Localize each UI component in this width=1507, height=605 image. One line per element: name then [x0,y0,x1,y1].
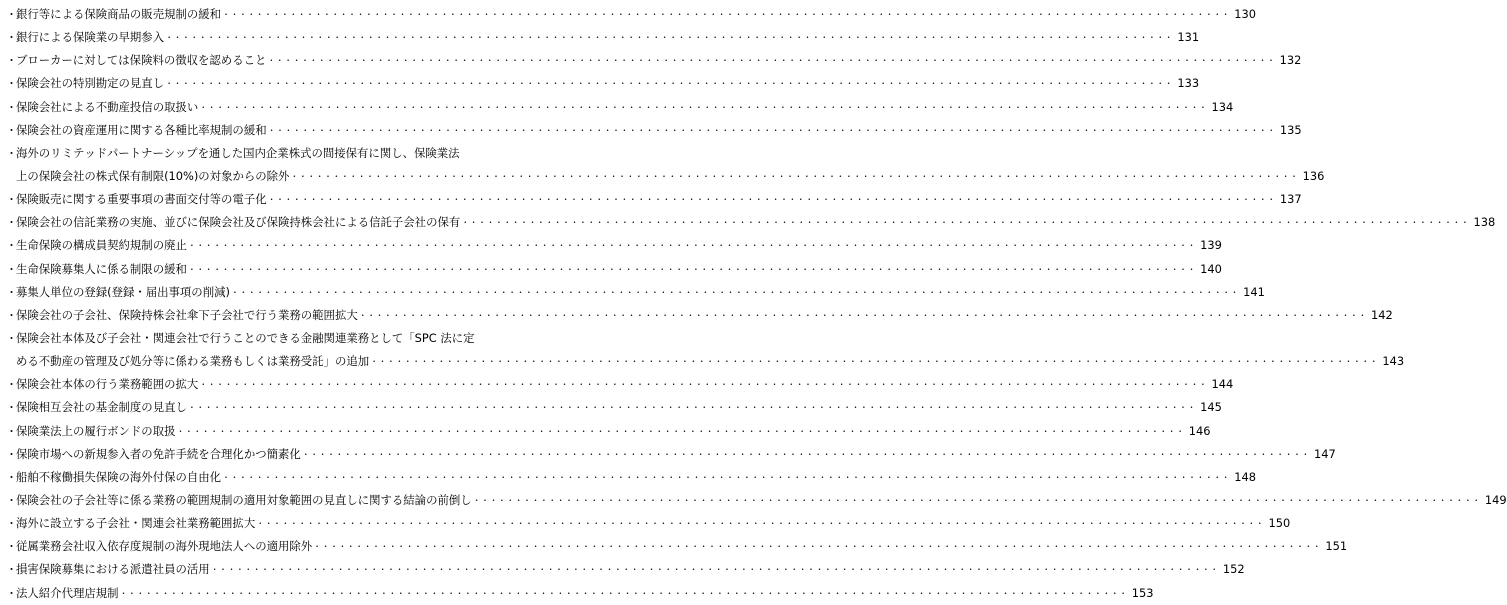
dot-leader: ・・・・・・・・・・・・・・・・・・・・・・・・・・・・・・・・・・・・・・・・・・・・・・・・・・・・・・・・・・・・・・・・・・・・・・・・・・・・・・・・・・・・・・・・・・・・・・・・・・・・・・・・・・・・・・・・・・・・・・・・ [119,588,1128,598]
dot-leader: ・・・・・・・・・・・・・・・・・・・・・・・・・・・・・・・・・・・・・・・・・・・・・・・・・・・・・・・・・・・・・・・・・・・・・・・・・・・・・・・・・・・・・・・・・・・・・・・・・・・・・・・・・・・・・・・・・・・・・・・・ [199,380,1208,390]
dot-leader: ・・・・・・・・・・・・・・・・・・・・・・・・・・・・・・・・・・・・・・・・・・・・・・・・・・・・・・・・・・・・・・・・・・・・・・・・・・・・・・・・・・・・・・・・・・・・・・・・・・・・・・・・・・・・・・・・・・・・・・・・ [313,542,1322,552]
toc-entry-line [0,3,1257,26]
page-number: 147 [1314,446,1336,461]
toc-entry-line [0,466,1257,489]
page-number: 133 [1177,76,1200,91]
toc-entry[interactable] [0,420,1211,443]
page-number: 136 [1302,168,1325,183]
bullet-icon: ・ [6,77,17,91]
toc-entry[interactable] [0,558,1245,581]
page-number: 149 [1484,492,1507,507]
toc-entry-line [0,420,1211,443]
bullet-icon: ・ [6,216,17,230]
dot-leader: ・・・・・・・・・・・・・・・・・・・・・・・・・・・・・・・・・・・・・・・・・・・・・・・・・・・・・・・・・・・・・・・・・・・・・・・・・・・・・・・・・・・・・・・・・・・・・・・・・・・・・・・・・・・・・・・・・・・・・・・・ [301,449,1310,459]
toc-entry[interactable] [0,466,1257,489]
toc-entry-title: 保険会社の子会社等に係る業務の範囲規制の適用対象範囲の見直しに関する結論の前倒し [16,492,472,507]
toc-entry[interactable] [0,582,1154,605]
dot-leader: ・・・・・・・・・・・・・・・・・・・・・・・・・・・・・・・・・・・・・・・・・・・・・・・・・・・・・・・・・・・・・・・・・・・・・・・・・・・・・・・・・・・・・・・・・・・・・・・・・・・・・・・・・・・・・・・・・・・・・・・・ [222,10,1231,19]
dot-leader: ・・・・・・・・・・・・・・・・・・・・・・・・・・・・・・・・・・・・・・・・・・・・・・・・・・・・・・・・・・・・・・・・・・・・・・・・・・・・・・・・・・・・・・・・・・・・・・・・・・・・・・・・・・・・・・・・・・・・・・・・ [176,426,1185,436]
toc-entry-title: 生命保険の構成員契約規制の廃止 [16,238,187,253]
page-number: 143 [1382,354,1405,369]
toc-entry-title: 保険販売に関する重要事項の書面交付等の電子化 [16,192,267,207]
toc-entry[interactable] [0,234,1222,257]
toc-entry-line [0,304,1393,327]
toc-entry-title: 保険会社による不動産投信の取扱い [16,99,199,114]
page-number: 141 [1243,284,1265,299]
toc-entry-line [0,558,1245,581]
bullet-icon: ・ [6,239,17,253]
page-number: 146 [1188,423,1211,438]
page-number: 130 [1234,7,1257,21]
bullet-icon: ・ [6,424,17,438]
page-number: 131 [1177,30,1200,45]
bullet-icon: ・ [6,262,17,276]
page-number: 138 [1473,215,1496,230]
bullet-icon: ・ [6,331,17,345]
page-number: 135 [1279,122,1302,137]
dot-leader: ・・・・・・・・・・・・・・・・・・・・・・・・・・・・・・・・・・・・・・・・・・・・・・・・・・・・・・・・・・・・・・・・・・・・・・・・・・・・・・・・・・・・・・・・・・・・・・・・・・・・・・・・・・・・・・・・・・・・・・・・ [256,519,1265,529]
toc-entry[interactable] [0,188,1302,211]
bullet-icon: ・ [6,8,17,21]
toc-entry-title: 保険会社の特別勘定の見直し [16,76,165,91]
page-number: 153 [1131,585,1154,600]
toc-entry-line [0,258,1222,281]
toc-entry-line [0,234,1222,257]
page-number: 132 [1279,53,1302,68]
bullet-icon: ・ [6,447,17,461]
bullet-icon: ・ [6,31,17,45]
page-number: 142 [1370,307,1393,322]
bullet-icon: ・ [6,493,17,507]
toc-entry-line [0,535,1348,558]
page-number: 134 [1211,99,1234,114]
page-number: 152 [1222,562,1245,577]
page-number: 151 [1325,539,1348,554]
toc-entry[interactable] [0,281,1265,304]
bullet-icon: ・ [6,517,17,531]
bullet-icon: ・ [6,540,17,554]
page-number: 148 [1234,469,1257,484]
dot-leader: ・・・・・・・・・・・・・・・・・・・・・・・・・・・・・・・・・・・・・・・・・・・・・・・・・・・・・・・・・・・・・・・・・・・・・・・・・・・・・・・・・・・・・・・・・・・・・・・・・・・・・・・・・・・・・・・・・・・・・・・・ [222,472,1231,482]
dot-leader: ・・・・・・・・・・・・・・・・・・・・・・・・・・・・・・・・・・・・・・・・・・・・・・・・・・・・・・・・・・・・・・・・・・・・・・・・・・・・・・・・・・・・・・・・・・・・・・・・・・・・・・・・・・・・・・・・・・・・・・・・ [370,357,1379,367]
toc-entry-title: 従属業務会社収入依存度規制の海外現地法人への適用除外 [16,539,313,554]
toc-entry-line [0,327,610,350]
toc-entry[interactable] [0,373,1234,396]
toc-entry-title: める不動産の管理及び処分等に係わる業務もしくは業務受託」の追加 [16,354,370,369]
dot-leader: ・・・・・・・・・・・・・・・・・・・・・・・・・・・・・・・・・・・・・・・・・・・・・・・・・・・・・・・・・・・・・・・・・・・・・・・・・・・・・・・・・・・・・・・・・・・・・・・・・・・・・・・・・・・・・・・・・・・・・・・・ [187,403,1196,413]
toc-entry-title: 海外のリミテッドパートナーシップを通した国内企業株式の間接保有に関し、保険業法 [16,145,460,160]
toc-entry-title: 保険会社の資産運用に関する各種比率規制の緩和 [16,122,267,137]
bullet-icon: ・ [6,285,17,299]
dot-leader: ・・・・・・・・・・・・・・・・・・・・・・・・・・・・・・・・・・・・・・・・・・・・・・・・・・・・・・・・・・・・・・・・・・・・・・・・・・・・・・・・・・・・・・・・・・・・・・・・・・・・・・・・・・・・・・・・・・・・・・・・ [267,125,1276,135]
toc-entry[interactable] [0,327,1405,373]
toc-entry-title: 保険市場への新規参入者の免許手続を合理化かつ簡素化 [16,446,301,461]
page-number: 144 [1211,377,1234,392]
toc-entry[interactable] [0,304,1393,327]
dot-leader: ・・・・・・・・・・・・・・・・・・・・・・・・・・・・・・・・・・・・・・・・・・・・・・・・・・・・・・・・・・・・・・・・・・・・・・・・・・・・・・・・・・・・・・・・・・・・・・・・・・・・・・・・・・・・・・・・・・・・・・・・ [461,218,1470,228]
toc-entry[interactable] [0,96,1234,119]
page-number: 139 [1200,238,1222,253]
page-number: 150 [1268,516,1291,531]
toc-entry-line [0,26,1200,49]
bullet-icon: ・ [6,563,17,577]
toc-entry-title: 法人紹介代理店規制 [16,585,119,600]
bullet-icon: ・ [6,54,17,68]
bullet-icon: ・ [6,100,17,114]
dot-leader: ・・・・・・・・・・・・・・・・・・・・・・・・・・・・・・・・・・・・・・・・・・・・・・・・・・・・・・・・・・・・・・・・・・・・・・・・・・・・・・・・・・・・・・・・・・・・・・・・・・・・・・・・・・・・・・・・・・・・・・・・ [187,264,1196,274]
toc-entry-line [0,72,1200,95]
toc-entry[interactable] [0,26,1200,49]
bullet-icon: ・ [6,193,17,207]
toc-entry[interactable] [0,535,1348,558]
toc-entry-title: 海外に設立する子会社・関連会社業務範囲拡大 [16,516,256,531]
toc-entry-line [0,443,1336,466]
toc-entry-line [0,489,1507,512]
toc-entry-title: 保険会社の子会社、保険持株会社傘下子会社で行う業務の範囲拡大 [16,307,358,322]
toc-entry[interactable] [0,211,1496,234]
bullet-icon: ・ [6,586,17,600]
toc-entry-line [0,188,1302,211]
toc-entry-line [0,281,1265,304]
toc-entry-title: 保険業法上の履行ボンドの取扱 [16,423,176,438]
toc-entry-title: 船舶不稼働損失保険の海外付保の自由化 [16,469,222,484]
toc-entry-title: 募集人単位の登録(登録・届出事項の削減) [16,284,230,299]
toc-entry-title: ブローカーに対しては保険料の徴収を認めること [16,53,267,68]
bullet-icon: ・ [6,401,17,415]
toc-entry-title: 銀行等による保険商品の販売規制の緩和 [16,7,222,21]
toc-entry[interactable] [0,489,1507,512]
dot-leader: ・・・・・・・・・・・・・・・・・・・・・・・・・・・・・・・・・・・・・・・・・・・・・・・・・・・・・・・・・・・・・・・・・・・・・・・・・・・・・・・・・・・・・・・・・・・・・・・・・・・・・・・・・・・・・・・・・・・・・・・・ [290,171,1299,181]
page-number: 140 [1200,261,1222,276]
toc-entry[interactable] [0,49,1302,72]
toc-entry[interactable] [0,3,1257,26]
bullet-icon: ・ [6,378,17,392]
page-number: 145 [1200,400,1222,415]
toc-entry[interactable] [0,258,1222,281]
dot-leader: ・・・・・・・・・・・・・・・・・・・・・・・・・・・・・・・・・・・・・・・・・・・・・・・・・・・・・・・・・・・・・・・・・・・・・・・・・・・・・・・・・・・・・・・・・・・・・・・・・・・・・・・・・・・・・・・・・・・・・・・・ [267,56,1276,66]
toc-entry-line [0,512,1291,535]
toc-entry-line [0,350,1405,373]
toc-entry-title: 生命保険募集人に係る制限の緩和 [16,261,187,276]
toc-entry-line [0,582,1154,605]
toc-entry[interactable] [0,119,1302,142]
dot-leader: ・・・・・・・・・・・・・・・・・・・・・・・・・・・・・・・・・・・・・・・・・・・・・・・・・・・・・・・・・・・・・・・・・・・・・・・・・・・・・・・・・・・・・・・・・・・・・・・・・・・・・・・・・・・・・・・・・・・・・・・・ [165,79,1174,89]
bullet-icon: ・ [6,470,17,484]
toc-entry[interactable] [0,142,1325,188]
dot-leader: ・・・・・・・・・・・・・・・・・・・・・・・・・・・・・・・・・・・・・・・・・・・・・・・・・・・・・・・・・・・・・・・・・・・・・・・・・・・・・・・・・・・・・・・・・・・・・・・・・・・・・・・・・・・・・・・・・・・・・・・・ [358,310,1367,320]
bullet-icon: ・ [6,146,17,160]
bullet-icon: ・ [6,123,17,137]
toc-entry-line [0,373,1234,396]
toc-entry[interactable] [0,512,1291,535]
dot-leader: ・・・・・・・・・・・・・・・・・・・・・・・・・・・・・・・・・・・・・・・・・・・・・・・・・・・・・・・・・・・・・・・・・・・・・・・・・・・・・・・・・・・・・・・・・・・・・・・・・・・・・・・・・・・・・・・・・・・・・・・・ [187,241,1196,251]
toc-entry-line [0,165,1325,188]
toc-entry-title: 上の保険会社の株式保有制限(10%)の対象からの除外 [16,168,290,183]
toc-entry-title: 損害保険募集における派遣社員の活用 [16,562,210,577]
toc-entry[interactable] [0,396,1222,419]
dot-leader: ・・・・・・・・・・・・・・・・・・・・・・・・・・・・・・・・・・・・・・・・・・・・・・・・・・・・・・・・・・・・・・・・・・・・・・・・・・・・・・・・・・・・・・・・・・・・・・・・・・・・・・・・・・・・・・・・・・・・・・・・ [210,565,1219,575]
dot-leader: ・・・・・・・・・・・・・・・・・・・・・・・・・・・・・・・・・・・・・・・・・・・・・・・・・・・・・・・・・・・・・・・・・・・・・・・・・・・・・・・・・・・・・・・・・・・・・・・・・・・・・・・・・・・・・・・・・・・・・・・・ [199,102,1208,112]
toc-entry-title: 銀行による保険業の早期参入 [16,30,165,45]
toc-entry-line [0,396,1222,419]
dot-leader: ・・・・・・・・・・・・・・・・・・・・・・・・・・・・・・・・・・・・・・・・・・・・・・・・・・・・・・・・・・・・・・・・・・・・・・・・・・・・・・・・・・・・・・・・・・・・・・・・・・・・・・・・・・・・・・・・・・・・・・・・ [230,287,1239,297]
toc-entry[interactable] [0,443,1336,466]
toc-entry-title: 保険会社の信託業務の実施、並びに保険会社及び保険持株会社による信託子会社の保有 [16,215,461,230]
toc-entry-line [0,119,1302,142]
toc-entry-line [0,49,1302,72]
toc-entry[interactable] [0,72,1200,95]
toc-entry-title: 保険会社本体の行う業務範囲の拡大 [16,377,199,392]
dot-leader: ・・・・・・・・・・・・・・・・・・・・・・・・・・・・・・・・・・・・・・・・・・・・・・・・・・・・・・・・・・・・・・・・・・・・・・・・・・・・・・・・・・・・・・・・・・・・・・・・・・・・・・・・・・・・・・・・・・・・・・・・ [472,495,1481,505]
toc-entry-line [0,96,1234,119]
dot-leader: ・・・・・・・・・・・・・・・・・・・・・・・・・・・・・・・・・・・・・・・・・・・・・・・・・・・・・・・・・・・・・・・・・・・・・・・・・・・・・・・・・・・・・・・・・・・・・・・・・・・・・・・・・・・・・・・・・・・・・・・・ [267,195,1276,205]
toc-entry-line [0,211,1496,234]
page-number: 137 [1279,192,1302,207]
dot-leader: ・・・・・・・・・・・・・・・・・・・・・・・・・・・・・・・・・・・・・・・・・・・・・・・・・・・・・・・・・・・・・・・・・・・・・・・・・・・・・・・・・・・・・・・・・・・・・・・・・・・・・・・・・・・・・・・・・・・・・・・・ [165,33,1174,43]
toc-entry-title: 保険相互会社の基金制度の見直し [16,400,187,415]
toc-entry-line [0,142,610,165]
bullet-icon: ・ [6,308,17,322]
toc-entry-title: 保険会社本体及び子会社・関連会社で行うことのできる金融関連業務として「SPC 法に定 [16,330,475,345]
table-of-contents [0,3,1507,605]
